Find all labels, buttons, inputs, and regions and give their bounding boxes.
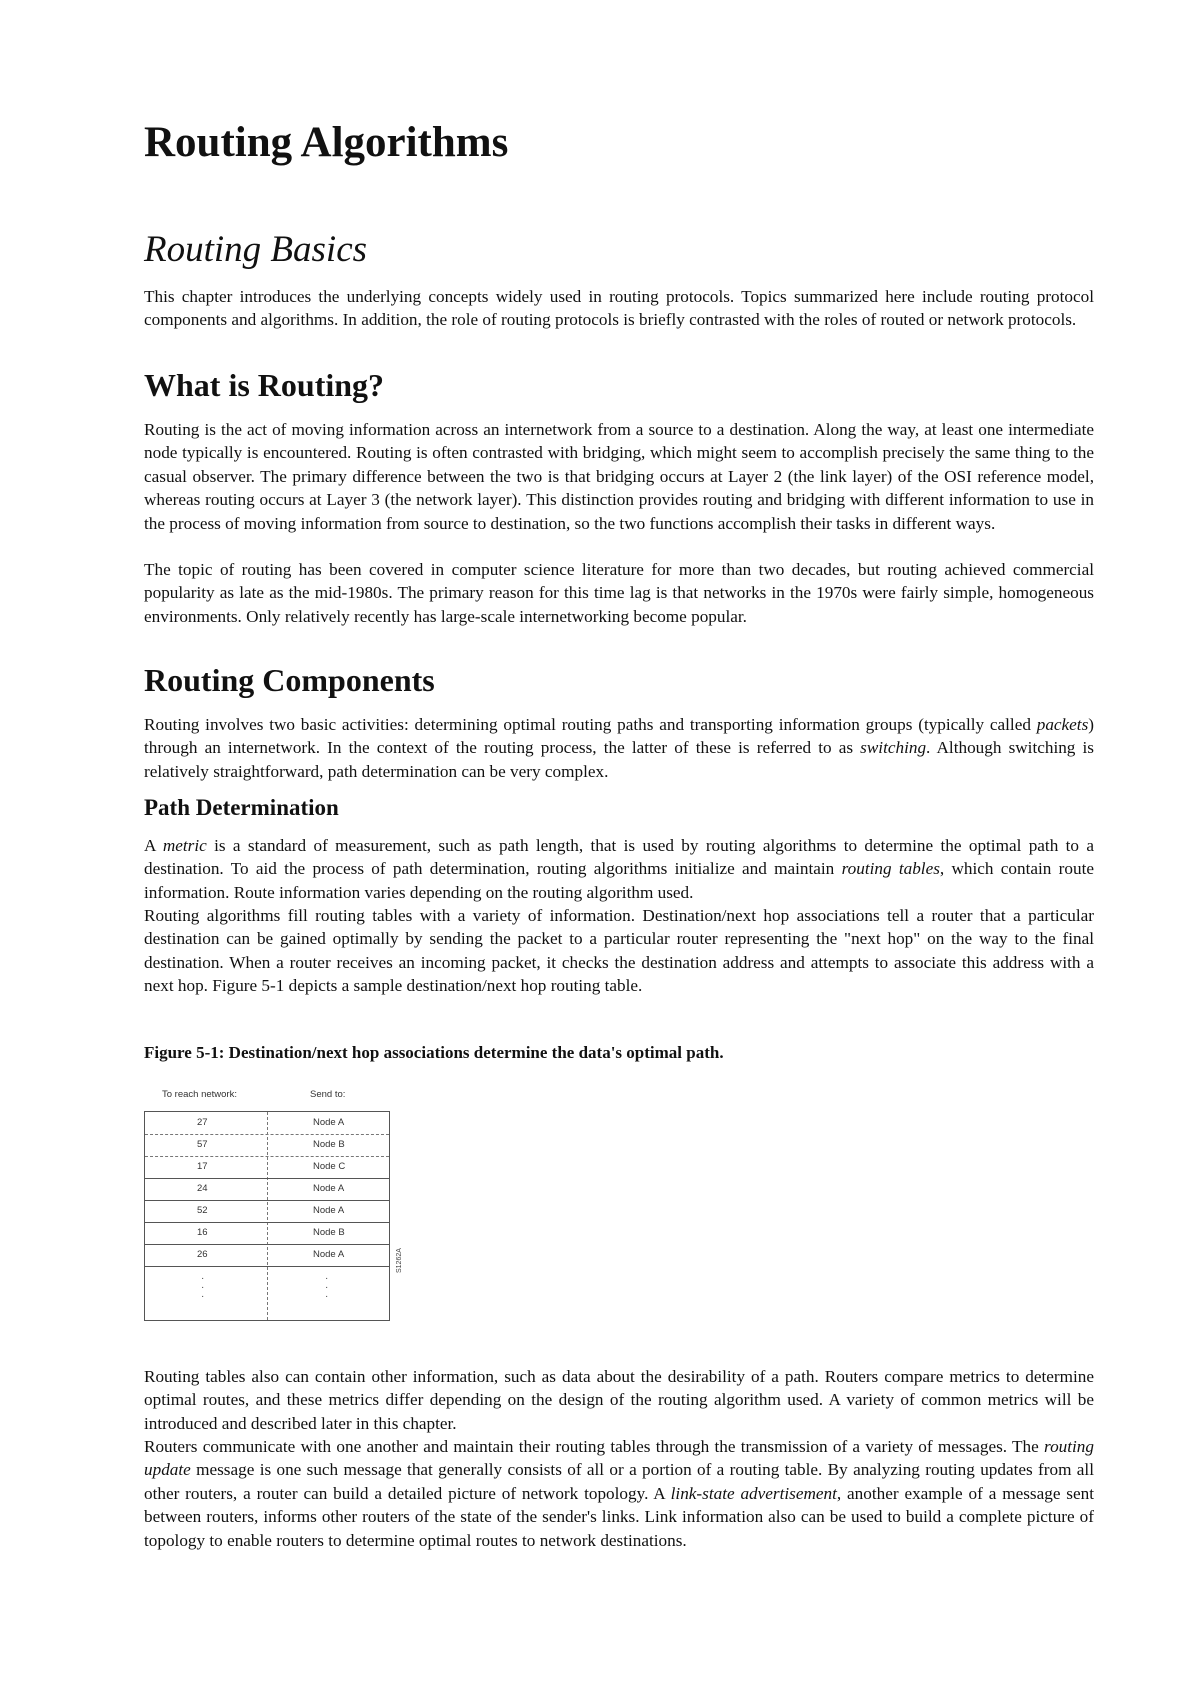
- what-is-routing-paragraph-1: Routing is the act of moving information across an internetwork from a source to a destination. Along the way, at least one intermediate node typically is encountered. Routing is often contrasted with bridging, which might seem to accomplish precisely the same thing to the casual observer. The primary difference between the two is that bridging occurs at Layer 2 (the link layer) of the OSI reference model, whereas routing occurs at Layer 3 (the network layer). This distinction provides routing and bridging with different information to use in the process of moving information from source to destination, so the two functions accomplish their tasks in different ways.: [144, 420, 1094, 533]
- send-to-cell: Node A: [313, 1183, 345, 1194]
- intro-paragraph: This chapter introduces the underlying concepts widely used in routing protocols. Topics summarized here include routing protocol components and algorithms. In addition, the role of routing protocols is briefly contrasted with the roles of routed or network protocols.: [144, 287, 1094, 330]
- term-metric: metric: [162, 836, 207, 855]
- term-packets: packets: [1036, 715, 1089, 734]
- text-run: Routing involves two basic activities: determining optimal routing paths and transporting information groups (typically called: [144, 715, 1037, 734]
- send-to-cell: Node A: [313, 1205, 345, 1216]
- network-cell: 24: [197, 1183, 208, 1194]
- text-run: , which contain route information. Route information varies depending on the routing algorithm used.: [144, 859, 1094, 902]
- text-run: , another example of a message sent between routers, informs other routers of the state of the sender's links. Link information also can be used to build a complete picture of topology to enable routers to determine optimal routes to network destinations.: [144, 1483, 1094, 1550]
- routing-table-figure: [144, 1085, 424, 1325]
- path-determination-paragraph-1: [144, 834, 1094, 904]
- network-cell: 26: [197, 1249, 208, 1260]
- network-cell: 16: [197, 1227, 208, 1238]
- table-row: [145, 1222, 389, 1245]
- send-to-cell: Node A: [313, 1117, 345, 1128]
- heading-what-is-routing: What is Routing?: [144, 367, 385, 403]
- table-row: [145, 1112, 389, 1135]
- text-run: Routers communicate with one another and maintain their routing tables through the transmission of a variety of messages. The: [144, 1437, 1045, 1456]
- ellipsis-dots: · · ·: [325, 1273, 329, 1302]
- term-link-state-advertisement: link-state advertisement: [670, 1483, 837, 1503]
- text-run: ) through an internetwork. In the context of the routing process, the latter of these is referred to as: [144, 715, 1094, 758]
- routing-table: [144, 1111, 390, 1321]
- term-routing-update: routing update: [144, 1437, 1094, 1480]
- table-row: [145, 1178, 389, 1201]
- heading-routing-components: Routing Components: [144, 662, 435, 698]
- after-figure-paragraph-2: [144, 1435, 1094, 1552]
- document-title: Routing Algorithms: [144, 119, 509, 166]
- ellipsis-dots: · · ·: [201, 1273, 205, 1302]
- network-cell: 27: [197, 1117, 208, 1128]
- send-to-cell: Node B: [313, 1227, 345, 1238]
- network-cell: 52: [197, 1205, 208, 1216]
- send-to-cell: Node A: [313, 1249, 345, 1260]
- what-is-routing-paragraph-2: The topic of routing has been covered in computer science literature for more than two decades, but routing achieved commercial popularity as late as the mid-1980s. The primary reason for this time lag is that networks in the 1970s were fairly simple, homogeneous environments. Only relatively recently has large-scale internetworking become popular.: [144, 560, 1094, 626]
- network-cell: 17: [197, 1161, 208, 1172]
- text-run: . Although switching is relatively straightforward, path determination can be very complex.: [144, 738, 1094, 781]
- after-figure-paragraph-1: Routing tables also can contain other information, such as data about the desirability of a path. Routers compare metrics to determine optimal routes, and these metrics differ depending on the design of the routing algorithm used. A variety of common metrics will be introduced and described later in this chapter.: [144, 1367, 1094, 1433]
- heading-path-determination: Path Determination: [144, 795, 339, 820]
- column-header-send-to: Send to:: [310, 1089, 346, 1100]
- figure-code: S1262A: [396, 1248, 403, 1273]
- table-row: [145, 1156, 389, 1179]
- table-row: [145, 1244, 389, 1267]
- path-determination-paragraph-2: Routing algorithms fill routing tables with a variety of information. Destination/next hop associations tell a router that a particular destination can be gained optimally by sending the packet to a particular router representing the "next hop" on the way to the final destination. When a router receives an incoming packet, it checks the destination address and attempts to associate this address with a next hop. Figure 5-1 depicts a sample destination/next hop routing table.: [144, 906, 1094, 996]
- column-header-network: To reach network:: [162, 1089, 237, 1100]
- text-run: is a standard of measurement, such as path length, that is used by routing algorithms to determine the optimal path to a destination. To aid the process of path determination, routing algorithms initialize and maintain: [144, 836, 1095, 879]
- figure-caption: Figure 5-1: Destination/next hop associations determine the data's optimal path.: [144, 1043, 724, 1062]
- term-switching: switching: [860, 738, 927, 758]
- section-subtitle: Routing Basics: [144, 229, 368, 270]
- text-run: message is one such message that generally consists of all or a portion of a routing table. By analyzing routing updates from all other routers, a router can build a detailed picture of network topology. A: [144, 1460, 1094, 1503]
- table-row: [145, 1200, 389, 1223]
- table-row: [145, 1134, 389, 1157]
- text-run: A: [144, 836, 163, 855]
- routing-components-paragraph: [144, 713, 1094, 783]
- send-to-cell: Node C: [313, 1161, 346, 1172]
- network-cell: 57: [197, 1139, 208, 1150]
- send-to-cell: Node B: [313, 1139, 345, 1150]
- term-routing-tables: routing tables: [841, 859, 940, 879]
